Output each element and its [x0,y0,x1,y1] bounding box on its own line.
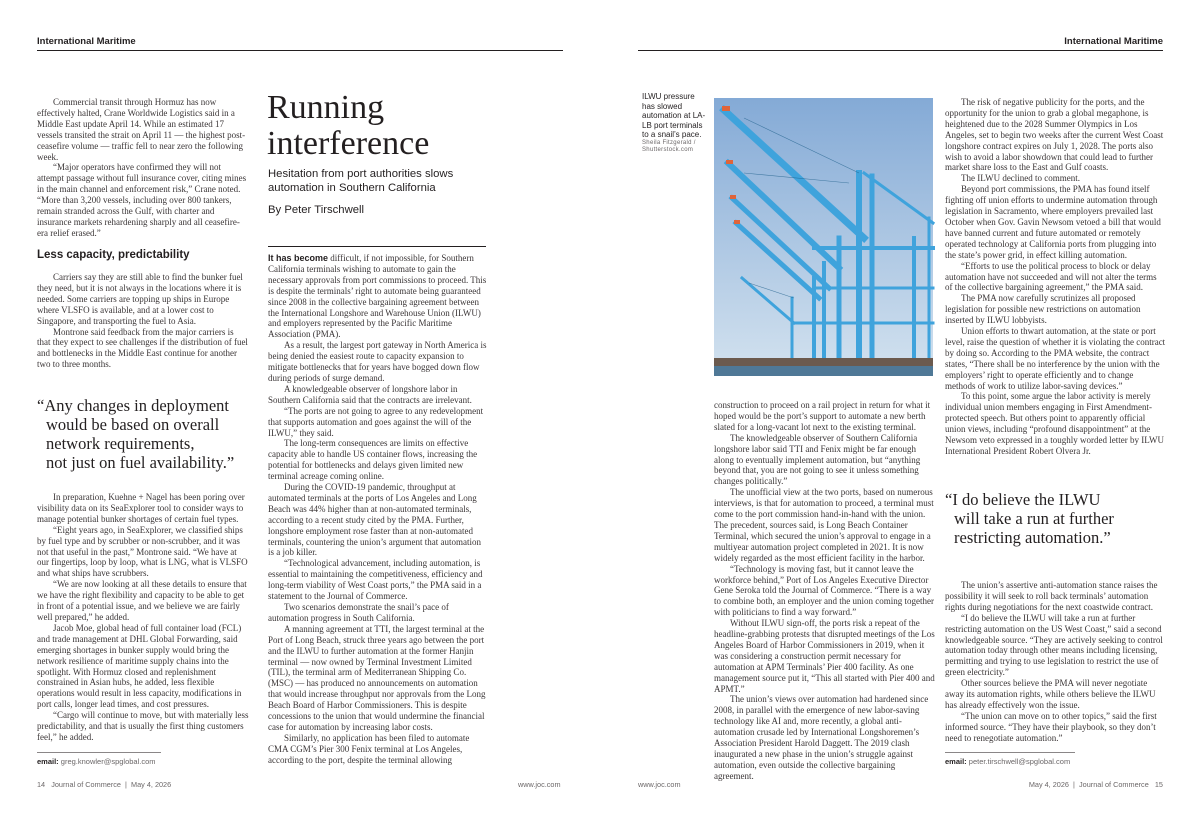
separator: | [125,780,127,789]
author-email-right [945,757,1070,766]
lead-paragraph [268,253,488,340]
email-label: email: [945,757,967,766]
main-article-col4a [945,97,1166,456]
publication-name: Journal of Commerce [51,780,121,789]
title-rule [268,246,486,247]
body-paragraph: As a result, the largest port gateway in North America is being denied the easiest route to capacity expansion to mitigate bottlenecks that for years have bogged down flow during periods of surge demand. [268,340,487,383]
col2-paragraphs [268,340,488,765]
lead-in: It has become [268,253,329,263]
body-paragraph: The union’s assertive anti-automation stance raises the possibility it will seek to roll back terminals’ automation rights during negotiations for the next coastwide contract. [945,580,1158,612]
body-paragraph: Montrone said feedback from the major carriers is that they expect to see challenges if the distribution of fuel and bottlenecks in the Middle East continue for another two to three months. [37,326,248,370]
body-paragraph: The PMA now carefully scrutinizes all proposed legislation for possible new restrictions on automation inserted by ILWU lobbyists. [945,293,1141,326]
photo-caption: ILWU pressure has slowed automation at LA-LB port terminals to a snail’s pace. [642,92,706,140]
body-paragraph: To this point, some argue the labor activity is merely individual union members engaging in First Amendment-protected speech. But others point to apparently official union views, including “profound disappointment” at the Newsom veto expressed in a toughly worded letter by ILWU International President Robert Olvera Jr. [945,391,1165,456]
body-paragraph: The long-term consequences are limits on effective capacity able to handle US container flows, increasing the potential for bottlenecks and delays given limited new terminal acreage coming online. [268,438,478,482]
body-paragraph: Similarly, no application has been filed to automate CMA CGM’s Pier 300 Fenix terminal at Los Angeles, according to the port, despite the terminal allowing [268,732,470,765]
email-rule [945,752,1075,753]
email-link[interactable]: greg.knowler@spglobal.com [60,757,156,766]
body-paragraph: “Major operators have confirmed they will not attempt passage without full insurance cover, citing mines in the main channel and enforcement risk,” Crane noted. “More than 3,200 vessels, including over 800 tankers, remain stranded across the Gulf, with charter and insurance markets rehardening sharply and all ceasefire-era relief erased.” [37,162,247,238]
pull-quote-line: network requirements, [46,434,195,453]
body-paragraph: Without ILWU sign-off, the ports risk a repeat of the headline-grabbing protests that disrupted meetings of the Los Angeles Board of Harbor Commissioners in 2019, when it was considering a construction permit necessary for automation at APM Terminals’ Pier 400 facility. As one management source put it, “This all started with Pier 400 and APMT.” [714,618,935,694]
body-paragraph: construction to proceed on a rail project in return for what it hoped would be the port’s support to automate a new berth slated for a long-vacant lot next to the existing terminal. [714,400,931,432]
body-paragraph: “I do believe the ILWU will take a run at further restricting automation on the US West Coast,” said a second knowledgeable source. “They are actively seeking to control automation today through other means including licensing, permitting and trying to use legislation to restrict the use of green electricity.” [945,612,1163,678]
section-header-right: International Maritime [1064,36,1163,47]
body-paragraph: In preparation, Kuehne + Nagel has been poring over visibility data on its SeaExplorer tool to consider ways to manage potential bunker shortages of certain fuel types. [37,492,245,524]
body-paragraph: The ILWU declined to comment. [961,173,1081,184]
body-paragraph: Commercial transit through Hormuz has now effectively halted, Crane Worldwide Logistics said in a Middle East update April 14. While an estimated 17 vessels transited the strait on April 11 — the highest post-ceasefire volume — traffic fell to near zero the following week. [37,97,246,162]
pull-quote-line: restricting automation.” [954,528,1111,547]
publication-name: Journal of Commerce [1079,780,1149,789]
body-paragraph: Jacob Moe, global head of full container load (FCL) and trade management at DHL Global Forwarding, said emerging shortages in bunker supply would bring the network resilience of maritime supply chains into the spotlight. With Hormuz closed and replenishment constrained in Asian hubs, he added, less flexible operations would result in less capacity, modifications in port calls, longer lead times, and cost pressures. [37,622,242,710]
article-deck: Hesitation from port authorities slows automation in Southern California [268,168,454,194]
pull-quote-line: will take a run at further [954,509,1114,528]
body-paragraph: Carriers say they are still able to find the bunker fuel they need, but it is not always in the locations where it is needed. Some carriers are topping up ships in Europe where VLSFO is available, and at a lower cost to Singapore, and transporting the fuel to Asia. [37,272,243,326]
footer-url-right[interactable]: www.joc.com [638,780,681,789]
separator: | [1073,780,1075,789]
body-paragraph: “Eight years ago, in SeaExplorer, we classified ships by fuel type and by scrubber or non-scrubber, and it was not that useful in the past,” Montrone said. “We have at our fingertips, loop by loop, what is LNG, what is VLSFO and what ships have scrubbers. [37,524,248,579]
main-article-col3 [714,400,935,781]
body-paragraph: Beyond port commissions, the PMA has found itself fighting off union efforts to undermine automation through legislation in Sacramento, where employers prevailed last October when Gov. Gavin Newsom vetoed a bill that would have banned current and future automated or remotely operated technology at California ports from plugging into the state’s power grid, in effect killing automation. [945,184,1161,260]
body-paragraph: The unofficial view at the two ports, based on numerous interviews, is that for automation to proceed, a terminal must come to the port commission hand-in-hand with the union. The precedent, sources said, is Long Beach Container Terminal, which secured the union’s approval to engage in a multiyear automation project completed in 2021. It is now widely regarded as the most efficient facility in the harbor. [714,487,934,563]
pull-quote-line: “Any changes in deployment [37,396,229,415]
body-paragraph: The union’s views over automation had hardened since 2008, in parallel with the emergence of new labor-saving technology like AI and, more recently, a global anti-automation crusade led by International Longshoremen’s Association President Harold Daggett. The 2019 clash inaugurated a new phase in the union’s struggle against automation, even outside the collective bargaining agreement. [714,694,929,781]
body-paragraph: Union efforts to thwart automation, at the state or port level, raise the question of whether it is violating the contract by doing so. According to the PMA website, the contract states, “There shall be no interference by the union with the employers’ right to operate efficiently and to change methods of work to utilize labor-saving devices.” [945,326,1166,391]
body-paragraph: “The ports are not going to agree to any redevelopment that supports automation and goes against the will of the ILWU,” they said. [268,405,484,438]
pull-quote-left [37,396,252,472]
body-paragraph: “Technological advancement, including automation, is essential to maintaining the competitiveness, efficiency and long-term viability of West Coast ports,” the PMA said in a statement to the Journal of Commerce. [268,558,483,602]
pull-quote-line: not just on fuel availability.” [46,453,235,472]
footer-left [37,780,171,789]
page-number: 15 [1154,780,1163,789]
pull-quote-right [945,490,1160,547]
page-number: 14 [37,780,46,789]
footer-url-left[interactable]: www.joc.com [518,780,561,789]
body-paragraph: “Cargo will continue to move, but with materially less predictability, and that is usually the first thing customers feel,” he added. [37,710,249,742]
body-paragraph: “Efforts to use the political process to block or delay automation have not succeeded and will not alter the terms of the collective bargaining agreement,” the PMA said. [945,260,1157,293]
header-rule-left [37,50,563,51]
article-title [267,90,429,162]
dock [714,358,933,366]
body-paragraph: Other sources believe the PMA will never negotiate away its automation rights, while others believe the ILWU has already effectively won the issue. [945,678,1156,710]
title-line: interference [267,125,430,162]
section-header-left: International Maritime [37,36,136,47]
footer-right [1029,780,1163,789]
issue-date: May 4, 2026 [131,780,172,789]
body-paragraph: The knowledgeable observer of Southern California longshore labor said TTI and Fenix might be far enough along to eventually implement automation, but “anything beyond that, you are not going to see it unless something changes politically.” [714,432,921,487]
left-article-block3 [37,492,249,750]
pull-quote-line: “I do believe the ILWU [945,490,1101,509]
body-paragraph: “We are now looking at all these details to ensure that we have the right flexibility and capacity to be able to get in front of a potential issue, and we believe we are fairly well prepared,” he added. [37,579,247,622]
main-article-col4b [945,580,1166,748]
crane-photo [714,98,933,376]
body-paragraph: “The union can move on to other topics,” said the first informed source. “They have their playbook, so they don’t need to renegotiate automation.” [945,710,1157,743]
photo-credit: Sheila Fitzgerald / Shutterstock.com [642,139,696,154]
email-link[interactable]: peter.tirschwell@spglobal.com [968,757,1071,766]
body-paragraph: The risk of negative publicity for the ports, and the opportunity for the union to grab a global megaphone, is heightened due to the 2028 Summer Olympics in Los Angeles, set to begin two weeks after the current West Coast longshore contract expires on July 1, 2028. The ports also wish to avoid a labor showdown that could lead to further market share loss to the East and Gulf coasts. [945,97,1164,173]
byline: By Peter Tirschwell [268,204,365,216]
body-paragraph: “Technology is moving fast, but it cannot leave the workforce behind,” Port of Los Angeles Executive Director Gene Seroka told the Journal of Commerce. “There is a way to combine both, an employer and the union coming together with politicians to find a way forward.” [714,563,934,618]
left-article-block1 [37,97,249,247]
photo-caption-block [642,92,708,155]
issue-date: May 4, 2026 [1028,780,1069,789]
water [714,366,933,376]
pull-quote-line: would be based on overall [46,415,220,434]
left-article-block2 [37,272,249,372]
email-label: email: [37,757,59,766]
body-paragraph: A knowledgeable observer of longshore labor in Southern California said that the contracts are irrelevant. [268,383,472,405]
body-paragraph: During the COVID-19 pandemic, throughput at automated terminals at the ports of Los Angeles and Long Beach was 44% higher than at non-automated terminals, according to a recent study cited by the PMA. Further, longshore employment rose faster than at non-automated terminals, countering the union’s argument that automation is a job killer. [268,482,482,558]
lead-text: difficult, if not impossible, for Southern California terminals wishing to automate to gain the necessary approvals from port commissions to proceed. This is despite the terminals’ right to automate being guaranteed since 2008 in the collective bargaining agreement between the International Longshore and Warehouse Union (ILWU) and employers represented by the Pacific Maritime Association (PMA). [268,253,487,340]
header-rule-right [638,50,1163,51]
author-email-left [37,757,156,766]
subhead: Less capacity, predictability [37,249,190,261]
main-article-col2 [268,253,488,769]
body-paragraph: Two scenarios demonstrate the snail’s pace of automation progress in South California. [268,602,449,623]
title-line: Running [267,89,385,126]
body-paragraph: A manning agreement at TTI, the largest terminal at the Port of Long Beach, struck three years ago between the port and the ILWU to further automation at the former Hanjin terminal — now owned by Terminal Investment Limited (TIL), the terminal arm of Mediterranean Shipping Co. (MSC) — has produced no announcements on automation that would increase throughput nor approvals from the Long Beach Board of Harbor Commissioners. This is despite concessions to the union that would undermine the financial case for automation by increasing labor costs. [268,623,486,732]
email-rule [37,752,161,753]
